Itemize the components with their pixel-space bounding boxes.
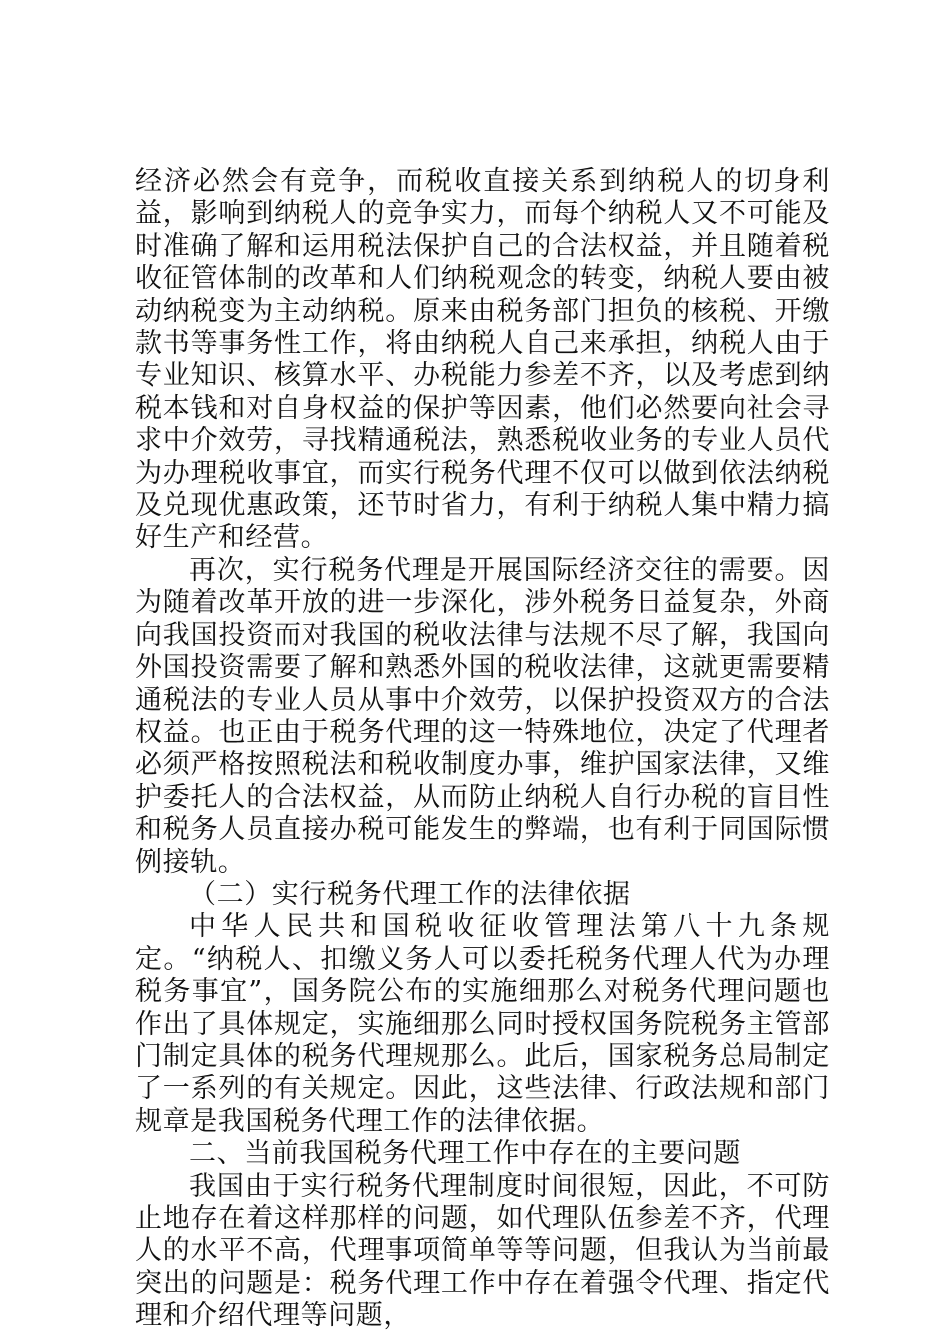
- section-heading-main-problems: 二、当前我国税务代理工作中存在的主要问题: [189, 1138, 741, 1170]
- document-body: [135, 166, 830, 1333]
- section-heading-legal-basis: （二）实行税务代理工作的法律依据: [189, 878, 631, 910]
- paragraph-international-exchange: 再次，实行税务代理是开展国际经济交往的需要。因为随着改革开放的进一步深化，涉外税务日益复杂，外商向我国投资而对我国的税收法律与法规不尽了解，我国向外国投资需要了解和熟悉外国的税收法律，这就更需要精通税法的专业人员从事中介效劳，以保护投资双方的合法权益。也正由于税务代理的这一特殊地位，决定了代理者必须严格按照税法和税收制度办事，维护国家法律，又维护委托人的合法权益，从而防止纳税人自行办税的盲目性和税务人员直接办税可能发生的弊端，也有利于同国际惯例接轨。: [135, 554, 830, 878]
- paragraph-legal-basis: 中华人民共和国税收征收管理法第八十九条规定。“纳税人、扣缴义务人可以委托税务代理人代为办理税务事宜”，国务院公布的实施细那么对税务代理问题也作出了具体规定，实施细那么同时授权国务院税务主管部门制定具体的税务代理规那么。此后，国家税务总局制定了一系列的有关规定。因此，这些法律、行政法规和部门规章是我国税务代理工作的法律依据。: [135, 911, 830, 1137]
- paragraph-market-competition: 经济必然会有竞争，而税收直接关系到纳税人的切身利益，影响到纳税人的竞争实力，而每个纳税人又不可能及时准确了解和运用税法保护自己的合法权益，并且随着税收征管体制的改革和人们纳税观念的转变，纳税人要由被动纳税变为主动纳税。原来由税务部门担负的核税、开缴款书等事务性工作，将由纳税人自己来承担，纳税人由于专业知识、核算水平、办税能力参差不齐，以及考虑到纳税本钱和对自身权益的保护等因素，他们必然要向社会寻求中介效劳，寻找精通税法，熟悉税收业务的专业人员代为办理税收事宜，而实行税务代理不仅可以做到依法纳税及兑现优惠政策，还节时省力，有利于纳税人集中精力搞好生产和经营。: [135, 166, 830, 554]
- paragraph-main-problems: 我国由于实行税务代理制度时间很短，因此，不可防止地存在着这样那样的问题，如代理队伍参差不齐，代理人的水平不高，代理事项简单等等问题，但我认为当前最突出的问题是：税务代理工作中存在着强令代理、指定代理和介绍代理等问题，: [135, 1170, 830, 1332]
